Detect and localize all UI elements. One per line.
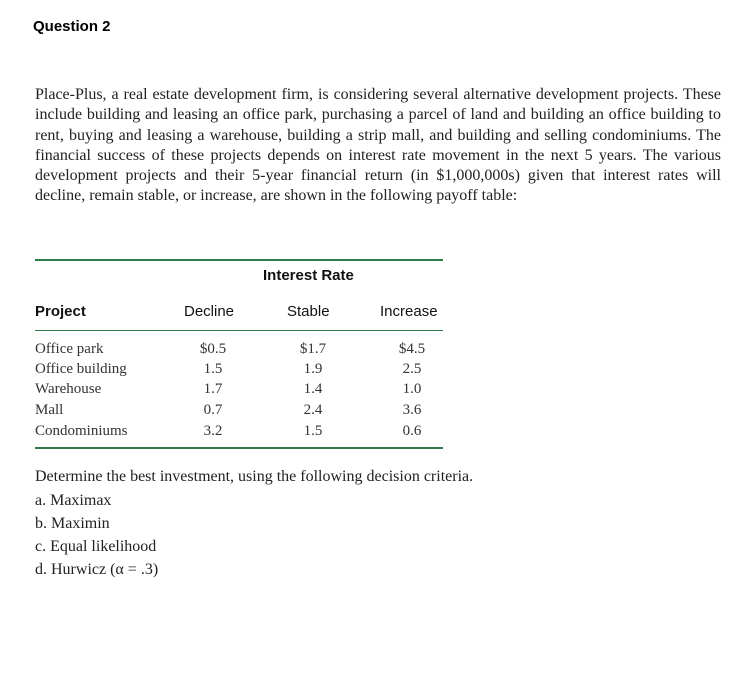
cell-stable: 1.5 xyxy=(303,423,323,439)
cell-increase: 0.6 xyxy=(402,423,422,439)
cell-decline: 1.7 xyxy=(203,381,223,397)
problem-paragraph: Place-Plus, a real estate development firm, is considering several alternative development projects. These include building and leasing an office park, purchasing a parcel of land and building an office building to rent, buying and leasing a warehouse, building a strip mall, and building and selling condominiums. The financial success of these projects depends on interest rate movement in the next 5 years. The various development projects and their 5-year financial return (in $1,000,000s) given that interest rates will decline, remain stable, or increase, are shown in the following payoff table: xyxy=(35,86,721,205)
cell-decline: 0.7 xyxy=(203,402,223,418)
column-header-project: Project xyxy=(35,303,86,320)
table-top-rule xyxy=(35,259,443,261)
table-bottom-rule xyxy=(35,447,443,449)
cell-increase: $4.5 xyxy=(398,341,426,357)
cell-stable: $1.7 xyxy=(299,341,327,357)
cell-project: Warehouse xyxy=(35,381,102,397)
cell-increase: 1.0 xyxy=(402,381,422,397)
criteria-item-equal-likelihood: c. Equal likelihood xyxy=(35,538,157,555)
cell-stable: 2.4 xyxy=(303,402,323,418)
cell-stable: 1.9 xyxy=(303,361,323,377)
question-prompt: Determine the best investment, using the following decision criteria. xyxy=(35,468,474,485)
cell-project: Condominiums xyxy=(35,423,128,439)
cell-project: Office building xyxy=(35,361,127,377)
cell-decline: 3.2 xyxy=(203,423,223,439)
column-header-increase: Increase xyxy=(380,303,438,320)
cell-decline: $0.5 xyxy=(199,341,227,357)
criteria-item-hurwicz: d. Hurwicz (α = .3) xyxy=(35,561,159,578)
cell-decline: 1.5 xyxy=(203,361,223,377)
cell-stable: 1.4 xyxy=(303,381,323,397)
table-header-rule xyxy=(35,330,443,331)
cell-project: Office park xyxy=(35,341,104,357)
question-title: Question 2 xyxy=(33,18,111,35)
criteria-item-maximax: a. Maximax xyxy=(35,492,112,509)
cell-increase: 2.5 xyxy=(402,361,422,377)
column-header-decline: Decline xyxy=(184,303,235,320)
column-header-stable: Stable xyxy=(287,303,330,320)
cell-increase: 3.6 xyxy=(402,402,422,418)
criteria-item-maximin: b. Maximin xyxy=(35,515,110,532)
interest-rate-header: Interest Rate xyxy=(263,267,354,284)
cell-project: Mall xyxy=(35,402,64,418)
